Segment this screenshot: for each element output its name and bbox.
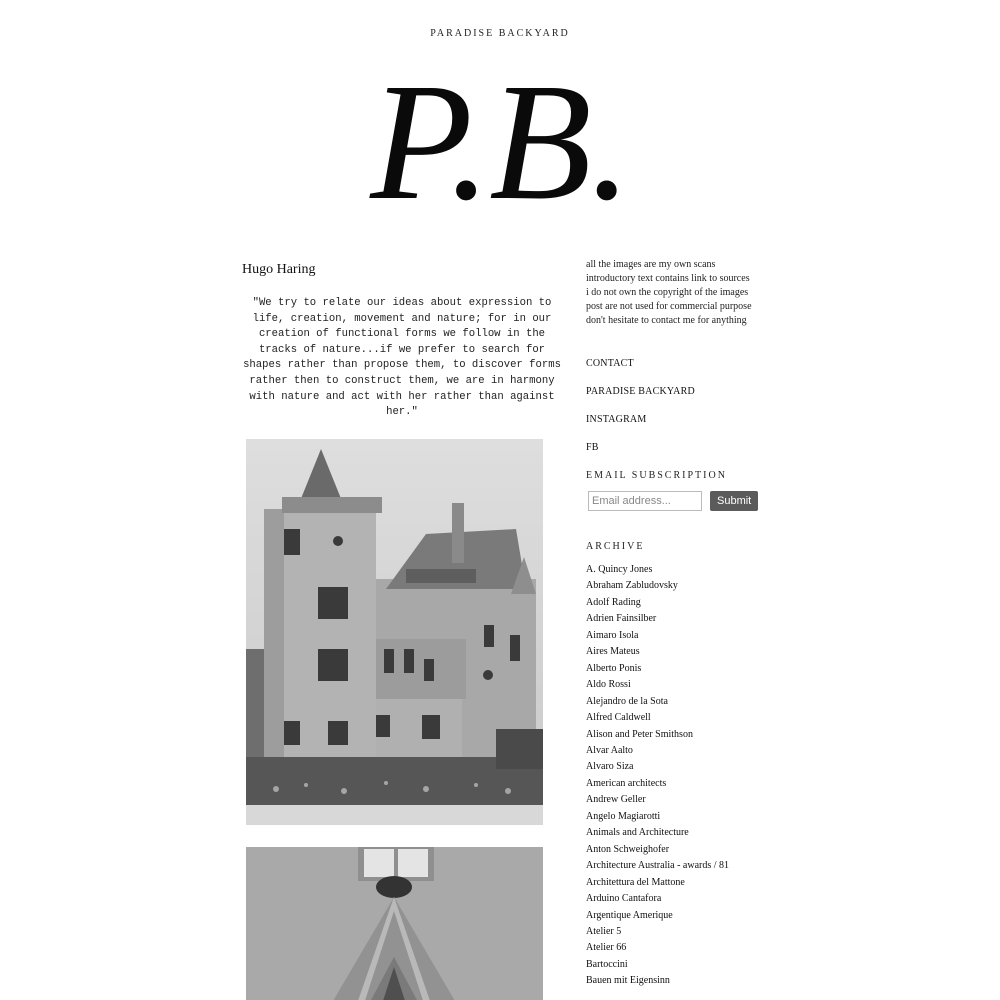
site-kicker[interactable]: PARADISE BACKYARD [430,28,570,39]
email-subscription-heading: EMAIL SUBSCRIPTION [586,470,727,481]
contact-link[interactable]: CONTACT [586,358,634,369]
disclaimer-line: post are not used for commercial purpose [586,301,752,312]
archive-item[interactable]: Alvaro Siza [586,761,634,773]
archive-item[interactable]: Andrew Geller [586,794,646,806]
post-quote: "We try to relate our ideas about expression to life, creation, movement and nature; for in our creation of functional forms we follow in the tracks of nature...if we prefer to search for shapes rather than propose them, to discover forms rather then to construct them, we are in harmony with nature and act with her rather than against her." [243,297,561,419]
archive-item[interactable]: Alvar Aalto [586,744,633,756]
photo-villa-tower-illustration [246,439,543,825]
photo-gable-detail[interactable] [246,847,543,1000]
archive-item[interactable]: Aldo Rossi [586,679,631,691]
archive-item[interactable]: Bauen mit Eigensinn [586,975,670,987]
archive-item[interactable]: Architettura del Mattone [586,876,685,888]
archive-item[interactable]: Aimaro Isola [586,629,639,641]
archive-item[interactable]: Abraham Zabludovsky [586,580,678,592]
email-input[interactable] [588,491,702,511]
archive-item[interactable]: Animals and Architecture [586,827,689,839]
post-column [242,262,562,1000]
archive-list [586,562,786,990]
disclaimer-line: all the images are my own scans [586,259,716,270]
disclaimer-line: introductory text contains link to sources [586,273,750,284]
photo-villa-tower[interactable] [246,439,543,825]
archive-item[interactable]: Alison and Peter Smithson [586,728,693,740]
archive-item[interactable]: Angelo Magiarotti [586,810,661,822]
fb-link[interactable]: FB [586,442,599,453]
archive-item[interactable]: Bartoccini [586,958,628,970]
archive-item[interactable]: Argentique Amerique [586,909,673,921]
disclaimer [586,258,786,328]
email-subscription-form [586,491,786,511]
archive-item[interactable]: Alejandro de la Sota [586,695,668,707]
archive-item[interactable]: Arduino Cantafora [586,893,662,905]
archive-item[interactable]: Alberto Ponis [586,662,642,674]
archive-heading: ARCHIVE [586,541,645,552]
archive-item[interactable]: Anton Schweighofer [586,843,670,855]
archive-item[interactable]: Atelier 66 [586,942,627,954]
sidebar-links [586,358,786,454]
archive-item[interactable]: Adolf Rading [586,596,641,608]
submit-button[interactable]: Submit [710,491,758,511]
archive-item[interactable]: Alfred Caldwell [586,712,651,724]
archive-item[interactable]: Architecture Australia - awards / 81 [586,860,730,872]
disclaimer-line: don't hesitate to contact me for anything [586,315,747,326]
archive-item[interactable]: Adrien Fainsilber [586,613,657,625]
sidebar [586,258,786,990]
paradise-backyard-link[interactable]: PARADISE BACKYARD [586,386,695,397]
instagram-link[interactable]: INSTAGRAM [586,414,647,425]
archive-item[interactable]: Aires Mateus [586,646,640,658]
archive-item[interactable]: A. Quincy Jones [586,564,653,575]
post-title[interactable]: Hugo Haring [242,262,316,277]
disclaimer-line: i do not own the copyright of the images [586,287,749,298]
archive-item[interactable]: Atelier 5 [586,925,622,937]
photo-gable-detail-illustration [246,847,543,1000]
site-logo[interactable]: P.B. [370,49,630,235]
archive-item[interactable]: American architects [586,777,667,789]
